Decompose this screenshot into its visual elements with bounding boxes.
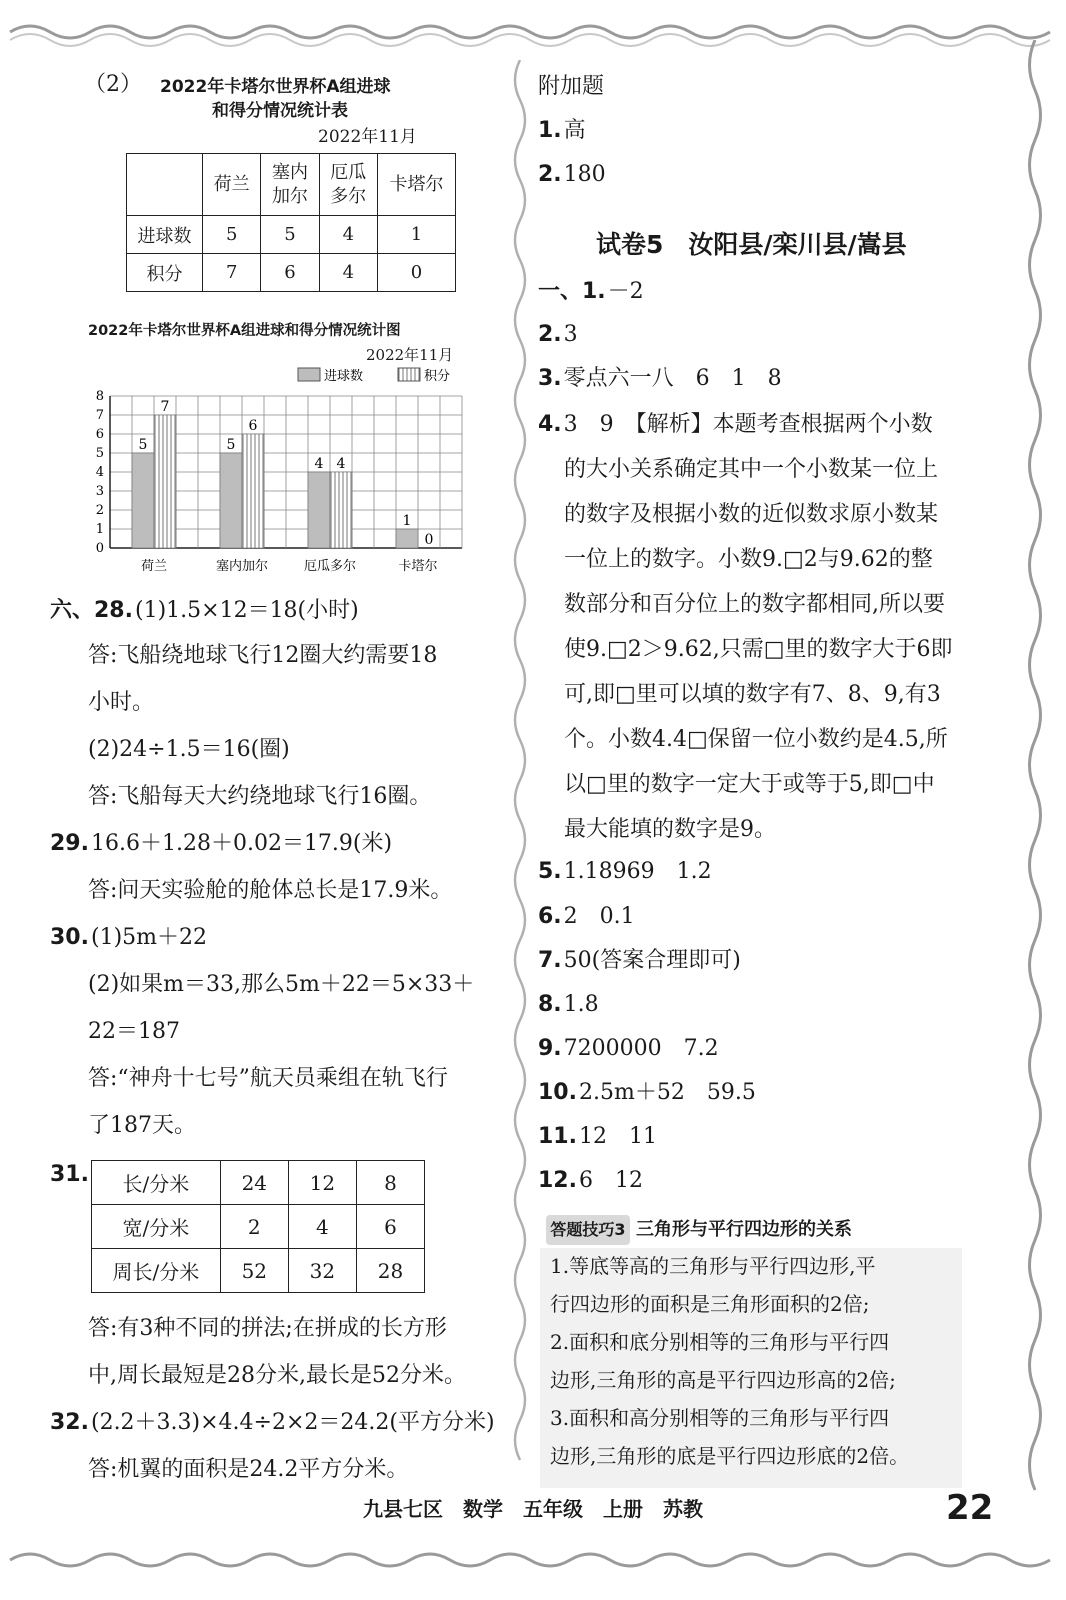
bar-points: [154, 415, 176, 548]
bar-points: [330, 472, 352, 548]
bar-chart: [86, 362, 472, 580]
legend-swatch-goals: [298, 368, 320, 381]
explanation-line: [564, 770, 935, 800]
item-number: 2.: [538, 322, 562, 347]
table-header-cell: 卡塔尔: [377, 154, 455, 216]
q31-cell: 4: [288, 1205, 356, 1249]
bar-goals: [220, 453, 242, 548]
question-item: [50, 829, 392, 859]
item-text: 的大小关系确定其中一个小数某一位上: [564, 457, 939, 482]
q31-row-label: 周长/分米: [92, 1249, 221, 1293]
answer-line: [88, 970, 474, 1000]
footer-text: 九县七区 数学 五年级 上册 苏教: [363, 1497, 703, 1521]
item-number: 4.: [538, 412, 562, 437]
question-item: [538, 902, 635, 932]
table-cell: 5: [261, 216, 319, 254]
y-tick-label: 0: [95, 541, 104, 556]
item-text: (2)24÷1.5＝16(圈): [88, 737, 290, 762]
q31-cell: 2: [220, 1205, 288, 1249]
data-label: 5: [226, 437, 236, 453]
item-text: (1)5m＋22: [90, 925, 208, 950]
item-text: －2: [607, 279, 644, 304]
q31-cell: 8: [356, 1161, 424, 1205]
legend-label-goals: 进球数: [324, 369, 364, 384]
tip-line: 边形,三角形的高是平行四边形高的2倍;: [550, 1368, 896, 1392]
table-corner-cell: [127, 154, 203, 216]
item-number: 10.: [538, 1080, 577, 1105]
right-wavy-border: [1020, 40, 1050, 1540]
data-label: 6: [248, 418, 258, 434]
item-text: 7200000 7.2: [563, 1036, 719, 1061]
item-number: 8.: [538, 992, 562, 1017]
answer-line: [88, 1064, 448, 1094]
answer-line: [88, 688, 154, 718]
item-text: 答:有3种不同的拼法;在拼成的长方形: [88, 1316, 447, 1341]
question-item: [538, 990, 599, 1020]
answer-line: [88, 1314, 447, 1344]
x-category-label: 荷兰: [140, 559, 168, 574]
q31-row-label: 宽/分米: [92, 1205, 221, 1249]
table-row-label: 进球数: [127, 216, 203, 254]
extra-item: [538, 116, 586, 146]
item-text: 3 9 【解析】本题考查根据两个小数: [563, 412, 933, 437]
data-label: 1: [402, 513, 412, 529]
column-divider-wavy: [508, 60, 532, 1490]
answer-line: [88, 782, 431, 812]
answer-line: [88, 641, 437, 671]
extra-item: [538, 160, 606, 190]
question-item: [538, 277, 644, 307]
answer-line: [88, 1361, 466, 1391]
item-text: 16.6＋1.28＋0.02＝17.9(米): [90, 831, 393, 856]
item-text: 2.5m＋52 59.5: [578, 1080, 756, 1105]
q31-row-label: 长/分米: [92, 1161, 221, 1205]
tip-line: 3.面积和高分别相等的三角形与平行四: [550, 1406, 890, 1430]
y-tick-label: 1: [95, 522, 104, 537]
data-label: 5: [138, 437, 148, 453]
table-cell: 4: [319, 216, 377, 254]
tip-line: 边形,三角形的底是平行四边形底的2倍。: [550, 1444, 910, 1468]
chart-title: 2022年卡塔尔世界杯A组进球和得分情况统计图: [88, 323, 401, 339]
sub-label: （2）: [84, 72, 142, 97]
tip-line: 2.面积和底分别相等的三角形与平行四: [550, 1330, 890, 1354]
table-cell: 7: [203, 254, 261, 292]
item-text: 12 11: [578, 1124, 657, 1149]
tip-line: 1.等底等高的三角形与平行四边形,平: [550, 1254, 876, 1278]
item-text: 50(答案合理即可): [563, 948, 741, 973]
question-item: [50, 1408, 495, 1438]
question-item: [538, 1034, 719, 1064]
item-text: 一位上的数字。小数9.□2与9.62的整: [564, 547, 933, 572]
bar-goals: [308, 472, 330, 548]
data-label: 4: [336, 456, 346, 472]
x-category-label: 塞内加尔: [215, 559, 269, 574]
answer-line: [88, 1017, 180, 1047]
y-tick-label: 8: [95, 389, 104, 404]
question-item: [50, 596, 359, 626]
item-text: (1)1.5×12＝18(小时): [134, 598, 359, 623]
paper-title: 试卷5 汝阳县/栾川县/嵩县: [596, 230, 907, 259]
table-cell: 6: [261, 254, 319, 292]
item-number: 12.: [538, 1168, 577, 1193]
y-tick-label: 7: [95, 408, 104, 423]
table-header-cell: 荷兰: [203, 154, 261, 216]
table-cell: 4: [319, 254, 377, 292]
item-text: 1.8: [563, 992, 599, 1017]
q31-cell: 28: [356, 1249, 424, 1293]
item-text: (2.2＋3.3)×4.4÷2×2＝24.2(平方分米): [90, 1410, 495, 1435]
tip-line: 行四边形的面积是三角形面积的2倍;: [550, 1292, 870, 1316]
answer-line: [88, 1455, 408, 1485]
chart-date: 2022年11月: [366, 346, 454, 364]
item-number: 1.: [538, 118, 562, 143]
item-text: 答:飞船每天大约绕地球飞行16圈。: [88, 784, 432, 809]
item-text: 个。小数4.4□保留一位小数约是4.5,所: [564, 727, 948, 752]
question-item: [538, 946, 741, 976]
item-text: 数部分和百分位上的数字都相同,所以要: [564, 592, 945, 617]
question-item: [538, 1166, 643, 1196]
table-title-line1: 2022年卡塔尔世界杯A组进球: [160, 77, 391, 97]
table-header-cell: 厄瓜 多尔: [319, 154, 377, 216]
item-number: 6.: [538, 904, 562, 929]
explanation-line: [564, 500, 938, 530]
item-number: 一、1.: [538, 279, 606, 304]
extra-title: 附加题: [538, 74, 605, 99]
item-text: 180: [563, 162, 606, 187]
q31-cell: 24: [220, 1161, 288, 1205]
explanation-line: [564, 455, 938, 485]
question-item: [538, 857, 712, 887]
data-label: 4: [314, 456, 324, 472]
answer-line: [88, 735, 290, 765]
chart-plot-area: [96, 389, 462, 574]
table-row-label: 积分: [127, 254, 203, 292]
question-item: [538, 320, 578, 350]
q31-cell: 6: [356, 1205, 424, 1249]
item-text: 使9.□2＞9.62,只需□里的数字大于6即: [564, 637, 953, 662]
item-number: 11.: [538, 1124, 577, 1149]
top-wavy-border: [0, 0, 1066, 50]
item-text: 了187天。: [88, 1113, 196, 1138]
item-text: 22＝187: [88, 1019, 180, 1044]
tip-title: 三角形与平行四边形的关系: [636, 1219, 852, 1240]
q31-number: 31.: [50, 1162, 89, 1187]
item-text: 小时。: [88, 690, 155, 715]
data-label: 0: [424, 532, 434, 548]
explanation-line: [564, 815, 776, 845]
item-text: (2)如果m＝33,那么5m＋22＝5×33＋: [88, 972, 475, 997]
item-text: 最大能填的数字是9。: [564, 817, 776, 842]
bar-goals: [132, 453, 154, 548]
item-text: 1.18969 1.2: [563, 859, 712, 884]
item-text: 2 0.1: [563, 904, 635, 929]
item-number: 3.: [538, 366, 562, 391]
item-text: 可,即□里可以填的数字有7、8、9,有3: [564, 682, 941, 707]
item-text: 答:机翼的面积是24.2平方分米。: [88, 1457, 409, 1482]
chart-legend: [298, 368, 450, 384]
item-number: 29.: [50, 831, 89, 856]
question-item: [538, 364, 782, 394]
explanation-line: [564, 680, 941, 710]
item-text: 中,周长最短是28分米,最长是52分米。: [88, 1363, 466, 1388]
item-number: 30.: [50, 925, 89, 950]
y-tick-label: 3: [95, 484, 104, 499]
q31-cell: 32: [288, 1249, 356, 1293]
item-number: 32.: [50, 1410, 89, 1435]
bottom-wavy-border: [0, 1540, 1066, 1590]
item-number: 5.: [538, 859, 562, 884]
item-text: 的数字及根据小数的近似数求原小数某: [564, 502, 939, 527]
item-number: 六、28.: [50, 598, 133, 623]
item-number: 2.: [538, 162, 562, 187]
item-text: 6 12: [578, 1168, 643, 1193]
data-label: 7: [160, 399, 170, 415]
legend-swatch-points: [398, 368, 420, 381]
answer-line: [88, 1111, 196, 1141]
item-text: 高: [563, 118, 586, 143]
page-number: 22: [946, 1488, 994, 1528]
tip-tag: 答题技巧3: [546, 1215, 630, 1245]
item-number: 9.: [538, 1036, 562, 1061]
item-text: 3: [563, 322, 578, 347]
answer-line: [88, 876, 452, 906]
question-item: [538, 1122, 657, 1152]
question-item: [538, 410, 933, 440]
item-text: 答:“神舟十七号”航天员乘组在轨飞行: [88, 1066, 448, 1091]
y-tick-label: 4: [95, 465, 104, 480]
explanation-line: [564, 590, 945, 620]
q31-table: [91, 1160, 425, 1293]
x-category-label: 卡塔尔: [398, 559, 438, 574]
item-text: 答:飞船绕地球飞行12圈大约需要18: [88, 643, 438, 668]
table-header-cell: 塞内 加尔: [261, 154, 319, 216]
goals-points-table: [126, 153, 456, 292]
legend-label-points: 积分: [424, 369, 451, 384]
y-tick-label: 2: [95, 503, 104, 518]
item-text: 答:问天实验舱的舱体总长是17.9米。: [88, 878, 453, 903]
item-text: 以□里的数字一定大于或等于5,即□中: [564, 772, 935, 797]
bar-points: [242, 434, 264, 548]
explanation-line: [564, 725, 948, 755]
table-title-line2: 和得分情况统计表: [212, 101, 348, 121]
item-text: 零点六一八 6 1 8: [563, 366, 782, 391]
y-tick-label: 5: [95, 446, 104, 461]
bar-goals: [396, 529, 418, 548]
x-category-label: 厄瓜多尔: [303, 559, 357, 574]
explanation-line: [564, 545, 933, 575]
y-tick-label: 6: [95, 427, 104, 442]
question-item: [538, 1078, 756, 1108]
table-cell: 0: [377, 254, 455, 292]
q31-cell: 12: [288, 1161, 356, 1205]
question-item: [50, 923, 207, 953]
table-cell: 1: [377, 216, 455, 254]
item-number: 7.: [538, 948, 562, 973]
table-cell: 5: [203, 216, 261, 254]
explanation-line: [564, 635, 953, 665]
q31-cell: 52: [220, 1249, 288, 1293]
table-date: 2022年11月: [318, 127, 417, 147]
